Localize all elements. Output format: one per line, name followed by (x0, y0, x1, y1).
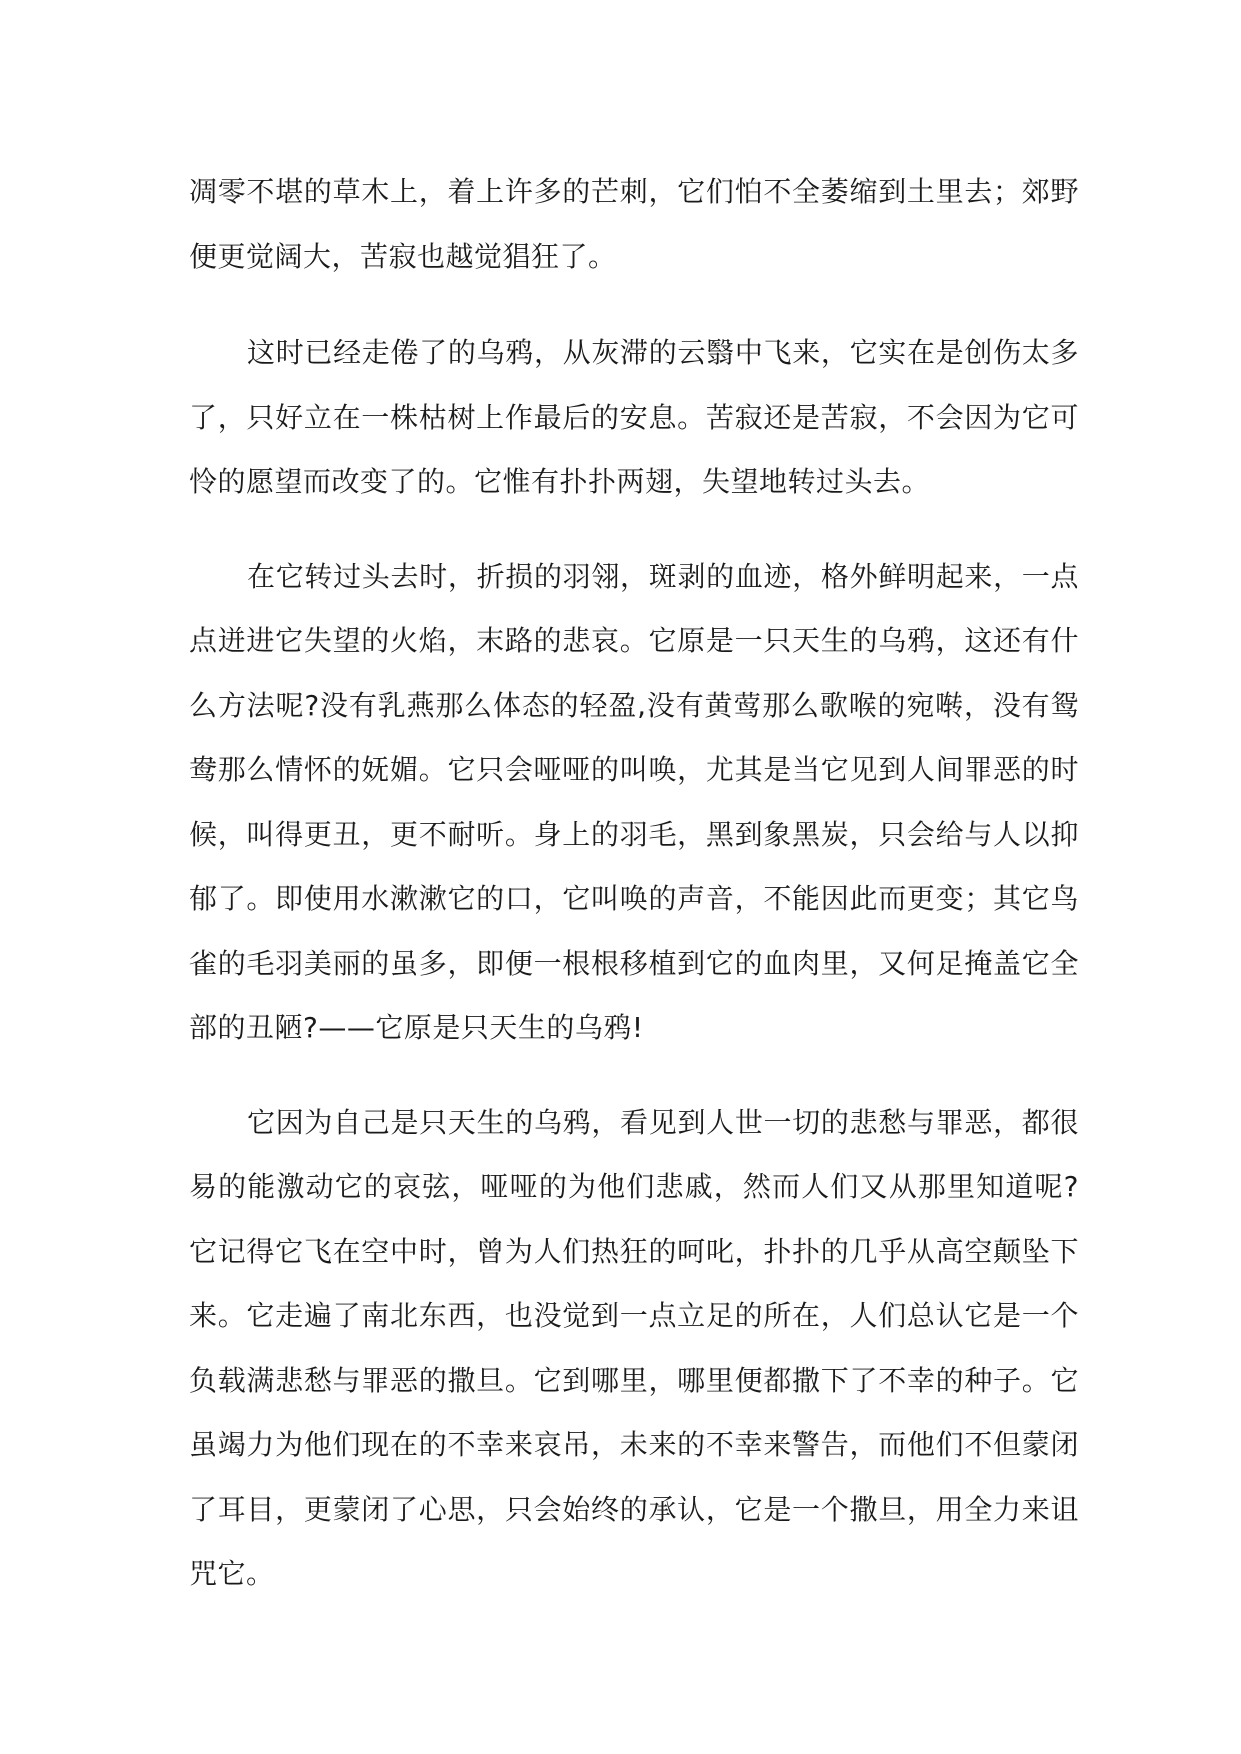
document-body (189, 160, 1079, 1637)
paragraph-1: 凋零不堪的草木上，着上许多的芒刺，它们怕不全萎缩到土里去；郊野便更觉阔大，苦寂也越觉猖狂了。 (189, 175, 1079, 273)
paragraph-4: 它因为自己是只天生的乌鸦，看见到人世一切的悲愁与罪恶，都很易的能激动它的哀弦，哑哑的为他们悲戚，然而人们又从那里知道呢?它记得它飞在空中时，曾为人们热狂的呵叱，扑扑的几乎从高空颠坠下来。它走遍了南北东西，也没觉到一点立足的所在，人们总认它是一个负载满悲愁与罪恶的撒旦。它到哪里，哪里便都撒下了不幸的种子。它虽竭力为他们现在的不幸来哀吊，未来的不幸来警告，而他们不但蒙闭了耳目，更蒙闭了心思，只会始终的承认，它是一个撒旦，用全力来诅咒它。 (189, 1105, 1079, 1590)
paragraph-2: 这时已经走倦了的乌鸦，从灰滞的云翳中飞来，它实在是创伤太多了，只好立在一株枯树上作最后的安息。苦寂还是苦寂，不会因为它可怜的愿望而改变了的。它惟有扑扑两翅，失望地转过头去。 (189, 336, 1079, 498)
paragraph-3: 在它转过头去时，折损的羽翎，斑剥的血迹，格外鲜明起来，一点点迸进它失望的火焰，末路的悲哀。它原是一只天生的乌鸦，这还有什么方法呢?没有乳燕那么体态的轻盈,没有黄莺那么歌喉的宛啭，没有鸳鸯那么情怀的妩媚。它只会哑哑的叫唤，尤其是当它见到人间罪恶的时候，叫得更丑，更不耐听。身上的羽毛，黑到象黑炭，只会给与人以抑郁了。即使用水漱漱它的口，它叫唤的声音，不能因此而更变；其它鸟雀的毛羽美丽的虽多，即便一根根移植到它的血肉里，又何足掩盖它全部的丑陋?——它原是只天生的乌鸦! (189, 559, 1079, 1044)
